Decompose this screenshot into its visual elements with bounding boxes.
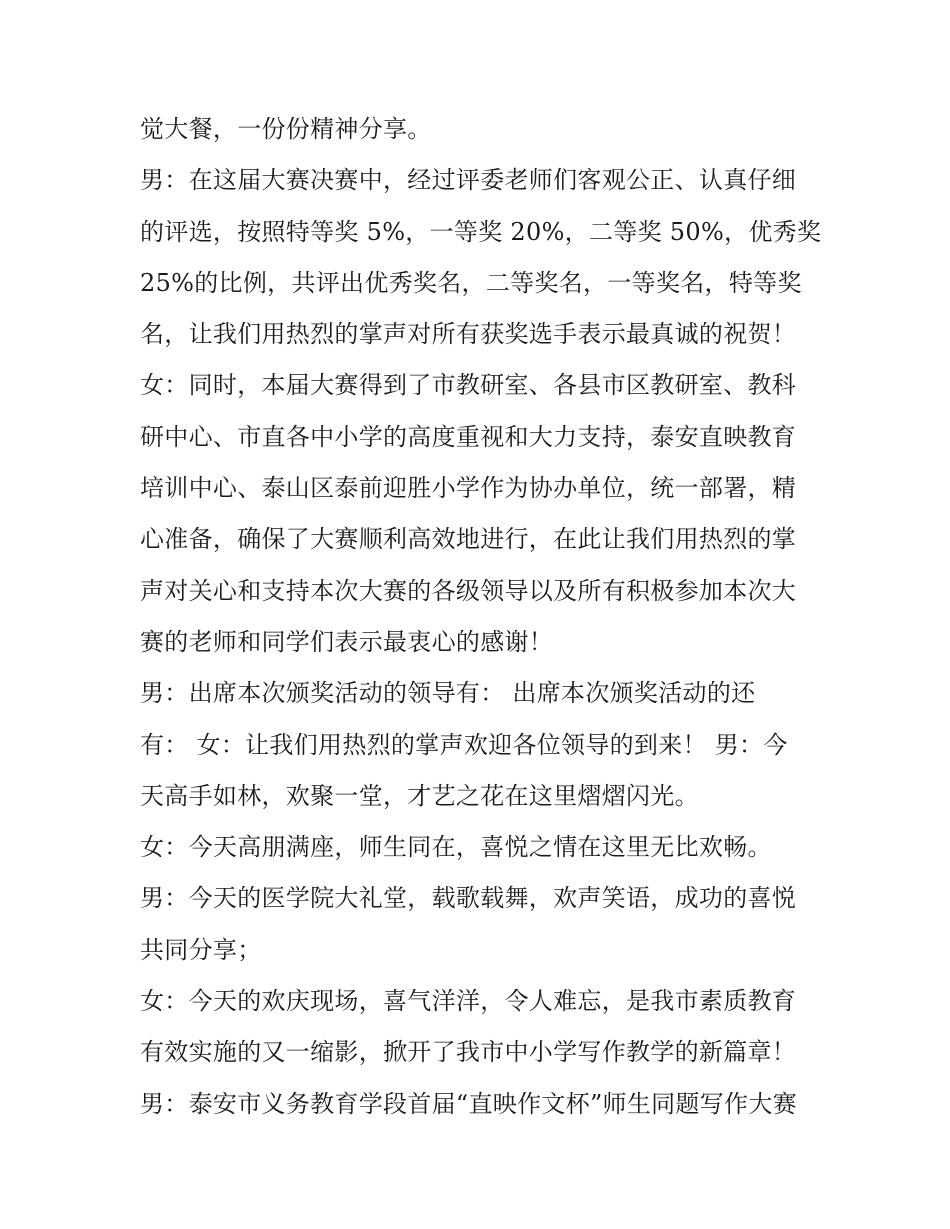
text-line: 男：泰安市义务教育学段首届“直映作文杯”师生同题写作大赛 [140, 1089, 797, 1118]
text-line: 有： 女：让我们用热烈的掌声欢迎各位领导的到来！ 男：今 [140, 730, 788, 759]
text-line: 有效实施的又一缩影，掀开了我市中小学写作教学的新篇章！ [140, 1038, 797, 1067]
document-body [140, 104, 820, 1130]
text-line: 研中心、市直各中小学的高度重视和大力支持，泰安直映教育 [140, 422, 797, 451]
text-line: 女：同时，本届大赛得到了市教研室、各县市区教研室、教科 [140, 371, 797, 400]
text-line: 培训中心、泰山区泰前迎胜小学作为协办单位，统一部署，精 [140, 474, 797, 503]
text-line: 的评选，按照特等奖 5%，一等奖 20%，二等奖 50%，优秀奖 [140, 217, 822, 246]
text-line: 男：在这届大赛决赛中，经过评委老师们客观公正、认真仔细 [140, 166, 797, 195]
text-line: 心准备，确保了大赛顺利高效地进行，在此让我们用热烈的掌 [140, 525, 797, 554]
text-line: 共同分享； [140, 935, 262, 964]
text-line: 女：今天高朋满座，师生同在，喜悦之情在这里无比欢畅。 [140, 833, 772, 862]
text-line: 赛的老师和同学们表示最衷心的感谢！ [140, 627, 554, 656]
text-line: 女：今天的欢庆现场，喜气洋洋，令人难忘，是我市素质教育 [140, 987, 797, 1016]
text-line: 男：出席本次颁奖活动的领导有： 出席本次颁奖活动的还 [140, 679, 756, 708]
text-line: 声对关心和支持本次大赛的各级领导以及所有积极参加本次大 [140, 576, 797, 605]
text-line: 觉大餐，一份份精神分享。 [140, 115, 432, 143]
text-line: 天高手如林，欢聚一堂，才艺之花在这里熠熠闪光。 [140, 781, 699, 810]
text-line: 男：今天的医学院大礼堂，载歌载舞，欢声笑语，成功的喜悦 [140, 884, 797, 913]
text-line: 25%的比例，共评出优秀奖名，二等奖名，一等奖名，特等奖 [140, 268, 802, 297]
text-line: 名，让我们用热烈的掌声对所有获奖选手表示最真诚的祝贺！ [140, 320, 797, 349]
